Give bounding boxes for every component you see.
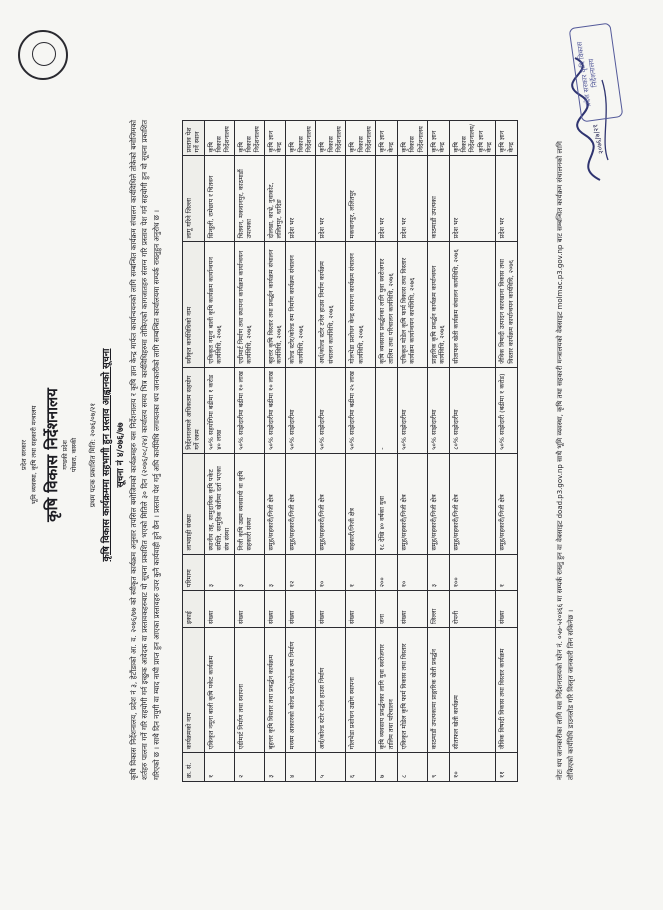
table-row	[234, 121, 264, 782]
table-cell: प्राङ्गारिक कृषि प्रवर्द्धन कार्यक्रम कार्यान्वयन कार्यविधि, २०७६	[427, 242, 449, 367]
table-cell: कोल्ड स्टोर/कोल्ड रुम निर्माण कार्यक्रम संचालन कार्यविधि, २०७६	[286, 242, 316, 367]
footnote: नोटः थप जानकारीका लागि यस निर्देशनालयको फोन नं. ०५७-५२०४६६ मा सम्पर्क राख्नु हुन वा वेबसाइट doad.p3.gov.np साथै भूमि व्यवस्था, कृषि तथा सहकारी मन्त्रालयको वेबसाइट molmac.p3.gov.np बाट सम्बन्धित कार्यक्रम संचालनको लागि तोकिएको कार्यविधि डाउनलोड गरि विस्तृत जानकारी लिन सकिनेछ ।	[556, 141, 575, 780]
table-cell: अर्ध/कोल्ड स्टोर टनेल हाउस निर्माण कार्यक्रम संचालन कार्यविधि, २०७६	[316, 242, 346, 367]
table-cell: ३	[234, 554, 264, 591]
table-row	[346, 121, 376, 782]
header-address: पोखरा, कास्की	[71, 438, 78, 472]
table-cell: १००	[449, 554, 496, 591]
table-cell: समूह/सहकारी/निजी क्षेत्र	[449, 453, 496, 554]
table-cell: बृहत्तर कृषि विस्तार तथा प्रवर्द्धन कार्यक्रम	[264, 628, 286, 753]
table-row	[286, 121, 316, 782]
table-cell: २	[234, 753, 264, 782]
table-cell: कृषि विकास निर्देशनालय	[397, 121, 427, 156]
table-cell: समूह/सहकारी/निजी क्षेत्र	[316, 453, 346, 554]
table-cell: काठमाडौं उपत्यकामा प्राङ्गारिक खेती प्रवर्द्धन	[427, 628, 449, 753]
table-cell: कृषि ज्ञान केन्द्र	[264, 121, 286, 156]
table-cell: संख्या	[397, 591, 427, 628]
table-row	[449, 121, 496, 782]
table-cell: दोलखा, काभ्रे, नुवाकोट, ललितपुर, धादिङ	[264, 156, 286, 242]
office-stamp: प्रदेश सरकार कृषि विकास निर्देशनालय	[569, 23, 624, 123]
notice-paragraph: कृषि विकास निर्देशनालय, प्रदेश नं ३, हेटौंडाको आ. व. २०७६/७७ को स्वीकृत कार्यक्रम अनुसार तपसिल बमोजिमको कार्यक्रमहरु यस निर्देशनालय र कृषि ज्ञान केन्द्र मार्फत कार्यान्वयनको लागि सम्बन्धित कार्यक्रम संचालन कार्यविधिले तोकेको बमोजिमको शर्तहरु पालना गर्ने गरि सहयोगी गर्न इच्छुक आवेदक वा प्रस्तावकहरुबाट यो सूचना प्रकाशित भएको मितिले ३० दिन (२०७६/०८/२४) कार्यालय समय भित्र कार्यविधिहरुमा तोकिएको कागजातहरु संलग्न गरि प्रस्ताव पेश गर्न सहयोगी हुन यो सूचना प्रकाशित गरिएको छ । साथै दिन नपुगी वा म्याद नाघी प्राप्त हुन आएका प्रस्तावहरु उपर कुनै कार्यवाही हुने छैन । प्रस्ताव पेश गर्नु अघि कार्यविधि लगायतका थप जानकारीको लागि सम्बन्धित कार्यालयमा सम्पर्क राख्नुहुन अनुरोध छ ।	[129, 120, 161, 780]
table-cell: समूह/सहकारी/निजी क्षेत्र	[427, 453, 449, 554]
table-row	[397, 121, 427, 782]
table-cell: -	[376, 367, 398, 453]
table-cell: ५०% साझेदारीमा बढीमा २५ लाख	[346, 367, 376, 453]
table-row	[427, 121, 449, 782]
table-cell: कृषि विकास निर्देशनालय	[234, 121, 264, 156]
table-cell: स्थानीय तह, सामुदायिक कृषि पकेट समिति, सामुहिक खेतीमा दर्ता भएका संघ संस्था	[204, 453, 234, 554]
table-cell: गोलभेडा प्रशोधन केन्द्र स्थापना कार्यक्रम संचालन कार्यविधि, २०७६	[346, 242, 376, 367]
col-header: प्रस्ताव पेश गर्ने स्थान	[183, 121, 205, 156]
table-cell: कृषि विकास निर्देशनालय	[346, 121, 376, 156]
table-cell: २००	[376, 554, 398, 591]
table-cell: प्रदेश भर	[449, 156, 496, 242]
table-cell: बृहत्तर कृषि विस्तार तथा प्रवर्द्धन कार्यक्रम संचालन कार्यविधि, २०७६	[264, 242, 286, 367]
col-header: कार्यक्रमको नाम	[183, 628, 205, 753]
table-cell: ३	[264, 554, 286, 591]
table-cell: कृषि विकास निर्देशनालय	[286, 121, 316, 156]
table-cell: ७	[376, 753, 398, 782]
table-cell: समूह/सहकारी/निजी क्षेत्र	[264, 453, 286, 554]
table-row	[264, 121, 286, 782]
table-cell: जैविक विषादी उत्पादन कारखाना विकास तथा विस्तार कार्यक्रम कार्यान्वयन कार्यविधि, २०७६	[496, 242, 518, 367]
table-cell: जना	[376, 591, 398, 628]
table-cell: एकिकृत नमूना बाली कृषि पकेट कार्यक्रम	[204, 628, 234, 753]
table-cell: ५०% साझेदारी (बढीमा १ करोड)	[496, 367, 518, 453]
table-cell: संख्या	[316, 591, 346, 628]
table-cell: ५०% साझेदारीमा	[286, 367, 316, 453]
header-office: कृषि विकास निर्देशनालय	[43, 388, 61, 522]
table-row	[496, 121, 518, 782]
table-cell: संख्या	[264, 591, 286, 628]
col-header: निर्देशनालयले अधिकतम सहयोग गर्ने रकम	[183, 367, 205, 453]
col-header: परिमाण	[183, 554, 205, 591]
table-cell: मध्यम आकारको कोल्ड स्टोर/कोल्ड रुम निर्माण	[286, 628, 316, 753]
table-cell: १२	[286, 554, 316, 591]
table-header-row	[183, 121, 205, 782]
table-cell: कृषि ज्ञान केन्द्र	[427, 121, 449, 156]
table-cell: गोलभेडा प्रशोधन उद्योग स्थापना	[346, 628, 376, 753]
table-cell: एग्रीमार्ट निर्माण तथा स्थापना कार्यक्रम कार्यान्वयन कार्यविधि, २०७६	[234, 242, 264, 367]
table-cell: जिल्ला	[427, 591, 449, 628]
table-cell: प्रदेश भर	[376, 156, 398, 242]
table-cell: रोपनी	[449, 591, 496, 628]
table-cell: मकवानपुर, ललितपुर	[346, 156, 376, 242]
table-cell: समूह/सहकारी/निजी क्षेत्र	[397, 453, 427, 554]
col-header: लाभग्राही संख्या	[183, 453, 205, 554]
table-cell: कृषि विकास निर्देशनालय/कृषि ज्ञान केन्द्र	[449, 121, 496, 156]
table-cell: ३	[427, 554, 449, 591]
table-cell: सीताफल खेती कार्यक्रम	[449, 628, 496, 753]
notice-subject: कृषि विकास कार्यक्रममा सहभागी हुन प्रस्ताव आह्वानको सूचना	[101, 348, 112, 562]
col-header: क्र. सं.	[183, 753, 205, 782]
table-cell: सिन्धुली, रामेछाप र चितवन	[204, 156, 234, 242]
table-cell: ५०% साझेदारीमा बढीमा १० लाख	[264, 367, 286, 453]
header-government: प्रदेश सरकार	[20, 439, 28, 471]
table-cell: १०	[449, 753, 496, 782]
table-cell: समूह/सहकारी/निजी क्षेत्र	[496, 453, 518, 554]
table-cell: ५०% साझेदारीमा	[316, 367, 346, 453]
table-cell: प्रदेश भर	[316, 156, 346, 242]
table-cell: ४	[286, 753, 316, 782]
table-cell: कृषि विकास निर्देशनालय	[316, 121, 346, 156]
table-cell: सहकारी/निजी क्षेत्र	[346, 453, 376, 554]
table-cell: कृषि व्यवसाय प्रवर्द्धनका लागि युवा स्वरोजगार तालिम तथा परिचालन	[376, 628, 398, 753]
table-cell: १८ देखि ४० वर्षका युवा	[376, 453, 398, 554]
table-cell: ५०% सहयोगिमा बढीमा १ करोड ४० लाख	[204, 367, 234, 453]
table-cell: प्रदेश भर	[286, 156, 316, 242]
table-cell: ३	[204, 554, 234, 591]
table-cell: ५	[316, 753, 346, 782]
table-cell: ६	[346, 753, 376, 782]
table-row	[316, 121, 346, 782]
table-cell: एकिकृत मोडेल कृषि फार्म विकास तथा विस्तार	[397, 628, 427, 753]
table-cell: सीताफल खेती कार्यक्रम संचालन कार्यविधि, २०७६	[449, 242, 496, 367]
table-cell: ५०% साझेदारीमा	[397, 367, 427, 453]
table-cell: समूह/सहकारी/निजी क्षेत्र	[286, 453, 316, 554]
programs-table	[182, 120, 518, 782]
table-cell: ११	[496, 753, 518, 782]
table-cell: ५०% साझेदारीमा बढीमा १० लाख	[234, 367, 264, 453]
table-cell: एकिकृत मोडेल कृषि फार्म विकास तथा विस्तार कार्यक्रम कार्यान्वयन कार्यविधि, २०७६	[397, 242, 427, 367]
table-cell: १	[204, 753, 234, 782]
table-cell: १	[496, 554, 518, 591]
table-cell: प्रदेश भर	[496, 156, 518, 242]
table-cell: संख्या	[204, 591, 234, 628]
table-cell: १०	[316, 554, 346, 591]
table-cell: १०	[397, 554, 427, 591]
table-cell: ८	[397, 753, 427, 782]
table-cell: १	[346, 554, 376, 591]
table-cell: निजी कृषि उद्यम व्यवसायी वा कृषि सहकारी संस्था	[234, 453, 264, 554]
publication-date: प्रथम पटक प्रकाशित मिति: २०७६/०७/२१	[89, 402, 97, 508]
table-cell: संख्या	[346, 591, 376, 628]
notice-number: सूचना नं ४/०७६/७७	[116, 422, 126, 488]
table-cell: जैविक विषादी विकास तथा विस्तार कार्यक्रम	[496, 628, 518, 753]
table-cell: ९	[427, 753, 449, 782]
table-cell: ८०% साझेदारीमा	[449, 367, 496, 453]
table-cell: एकिकृत नमूना बाली कृषि कार्यक्रम कार्यान्वयन कार्यविधि, २०७६	[204, 242, 234, 367]
table-row	[204, 121, 234, 782]
table-cell: कृषि ज्ञान केन्द्र	[376, 121, 398, 156]
table-cell: कृषि ज्ञान केन्द्र	[496, 121, 518, 156]
table-cell: ५०% साझेदारीमा	[427, 367, 449, 453]
table-cell: संख्या	[286, 591, 316, 628]
header-location: गण्डकी प्रदेश	[62, 440, 69, 470]
col-header: स्वीकृत कार्यविधिको नाम	[183, 242, 205, 367]
header-ministry: भूमि व्यवस्था, कृषि तथा सहकारी मन्त्रालय	[30, 405, 38, 505]
table-cell: कृषि व्यवसाय प्रवर्द्धनका लागि युवा स्वरोजगार तालिम तथा परिचालन कार्यविधि, २०७६	[376, 242, 398, 367]
table-cell: अर्ध/कोल्ड स्टोर टनेल हाउस निर्माण	[316, 628, 346, 753]
table-cell: प्रदेश भर	[397, 156, 427, 242]
table-cell: चितवन, मकवानपुर, काठमाडौं उपत्यका	[234, 156, 264, 242]
table-cell: संख्या	[234, 591, 264, 628]
table-cell: संख्या	[496, 591, 518, 628]
table-cell: कृषि विकास निर्देशनालय	[204, 121, 234, 156]
col-header: इकाई	[183, 591, 205, 628]
table-cell: एग्रीमार्ट निर्माण तथा स्थापना	[234, 628, 264, 753]
table-row	[376, 121, 398, 782]
handwritten-date: २०७६/७/२१	[591, 123, 606, 155]
table-cell: काठमाडौं उपत्यका	[427, 156, 449, 242]
col-header: लागू गरिने जिल्ला	[183, 156, 205, 242]
table-cell: ३	[264, 753, 286, 782]
